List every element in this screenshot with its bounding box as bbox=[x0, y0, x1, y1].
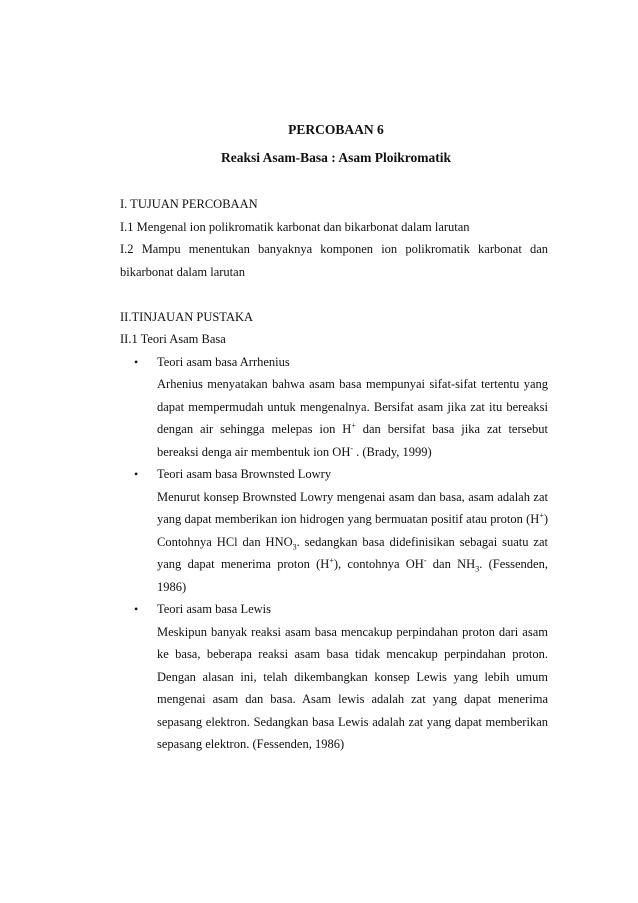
bullet-paragraph: Meskipun banyak reaksi asam basa mencakup perpindahan proton dari asam ke basa, beberapa reaksi asam basa tidak mencakup perpindahan proton. Dengan alasan ini, telah dikembangkan konsep Lewis yang lebih umum mengenai asam dan basa. Asam lewis adalah zat yang dapat menerima sepasang elektron. Sedangkan basa Lewis adalah zat yang dapat memberikan sepasang elektron. (Fessenden, 1986) bbox=[157, 624, 548, 751]
bullet-lewis bbox=[120, 598, 548, 756]
section-heading-tinjauan: II.TINJAUAN PUSTAKA bbox=[120, 309, 254, 324]
page-subtitle: Reaksi Asam-Basa : Asam Ploikromatik bbox=[220, 150, 451, 165]
document-body bbox=[120, 193, 548, 756]
bullet-icon: • bbox=[134, 602, 139, 616]
spacer bbox=[120, 283, 548, 306]
page-title: PERCOBAAN 6 bbox=[288, 122, 384, 137]
bullet-arrhenius bbox=[120, 351, 548, 464]
bullet-title: Teori asam basa Lewis bbox=[157, 602, 272, 616]
subsection-heading-teori: II.1 Teori Asam Basa bbox=[120, 332, 226, 346]
bullet-title: Teori asam basa Arrhenius bbox=[157, 354, 290, 369]
bullet-title: Teori asam basa Brownsted Lowry bbox=[157, 467, 332, 481]
section-heading-tujuan: I. TUJUAN PERCOBAAN bbox=[120, 197, 258, 211]
objective-item-1: I.1 Mengenal ion polikromatik karbonat dan bikarbonat dalam larutan bbox=[120, 219, 470, 234]
bullet-brownsted-lowry bbox=[120, 463, 548, 598]
bullet-paragraph: Arhenius menyatakan bahwa asam basa mempunyai sifat-sifat tertentu yang dapat mempermudah untuk mengenalnya. Bersifat asam jika zat itu bereaksi dengan air sehingga melepas ion H+ dan bersifat basa jika zat tersebut bereaksi denga air membentuk ion OH- . (Brady, 1999) bbox=[157, 377, 549, 459]
bullet-icon: • bbox=[134, 354, 139, 369]
objective-item-2: I.2 Mampu menentukan banyaknya komponen ion polikromatik karbonat dan bikarbonat dalam larutan bbox=[120, 242, 548, 279]
bullet-icon: • bbox=[134, 467, 139, 481]
bullet-paragraph: Menurut konsep Brownsted Lowry mengenai asam dan basa, asam adalah zat yang dapat memberikan ion hidrogen yang bermuatan positif atau proton (H+) Contohnya HCl dan $HNO_3$. sedangkan basa didefinisikan sebagai suatu zat yang dapat menerima proton (H+), contohnya OH- dan $NH_3$. (Fessenden, 1986) bbox=[157, 489, 549, 594]
